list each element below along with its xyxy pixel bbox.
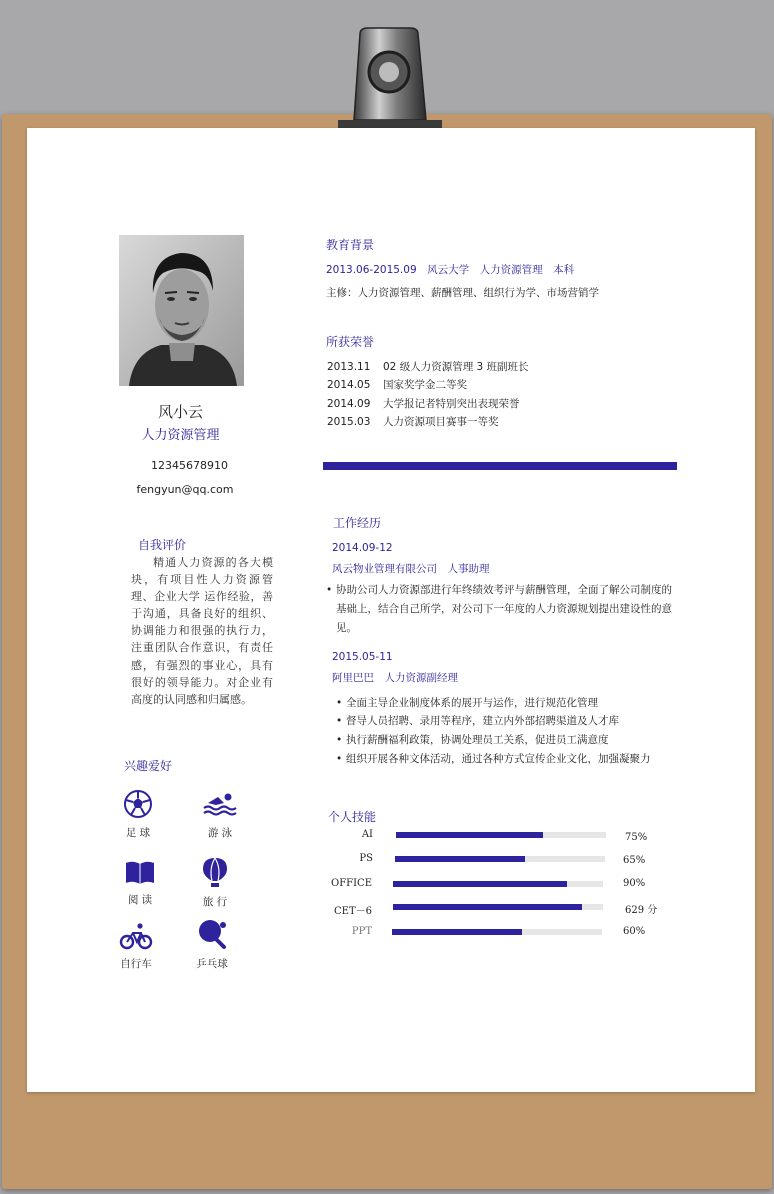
hobby-label: 乒乓球 xyxy=(196,958,228,970)
hobby-travel xyxy=(183,856,247,909)
job-date: 2015.05-11 xyxy=(332,651,393,663)
skills-title: 个人技能 xyxy=(328,810,377,824)
bicycle-icon xyxy=(119,922,153,950)
skill-value: 629 分 xyxy=(625,905,658,916)
skill-name: AI xyxy=(361,829,373,840)
skill-value: 75% xyxy=(625,832,648,843)
self-eval-text: 精通人力资源的各大模块，有项目性人力资源管理、企业大学 运作经验，善于沟通，具备良好的组织、协调能力和很强的执行力，注重团队合作意识，有责任感，有强烈的事业心，具有很好的领导能力。对企业有高度的认同感和归属感。 xyxy=(131,556,273,706)
honor-row xyxy=(327,396,520,411)
hot-air-balloon-icon xyxy=(201,856,229,888)
job-date: 2014.09-12 xyxy=(332,542,393,554)
profile-photo xyxy=(119,235,244,386)
profile-name: 风小云 xyxy=(157,403,203,421)
profile-phone: 12345678910 xyxy=(151,459,228,472)
football-icon xyxy=(123,789,153,819)
skill-track xyxy=(393,881,603,887)
hobby-reading xyxy=(108,858,172,907)
education-courses: 主修：人力资源管理、薪酬管理、组织行为学、市场营销学 xyxy=(326,287,599,299)
honor-text: 国家奖学金二等奖 xyxy=(383,379,467,391)
hobby-label: 旅 行 xyxy=(202,896,228,908)
honors-title: 所获荣誉 xyxy=(326,335,375,349)
book-icon xyxy=(124,858,156,886)
skill-track xyxy=(396,832,606,838)
hobby-football xyxy=(106,789,170,840)
hobby-cycling xyxy=(104,922,168,971)
section-divider xyxy=(323,462,677,470)
honor-date: 2013.11 xyxy=(327,361,371,373)
hobbies-title: 兴趣爱好 xyxy=(124,759,173,773)
skill-value: 60% xyxy=(623,926,646,937)
job-bullet: • 协助公司人力资源部进行年终绩效考评与薪酬管理，全面了解公司制度的基础上，结合自己所学，对公司下一年度的人力资源规划提出建设性的意见。 xyxy=(336,581,676,638)
skill-name: PPT xyxy=(351,926,372,937)
skill-value: 65% xyxy=(623,855,646,866)
education-title: 教育背景 xyxy=(326,238,375,252)
profile-role: 人力资源管理 xyxy=(141,428,220,443)
honor-date: 2014.09 xyxy=(327,398,371,410)
honor-row xyxy=(327,359,529,374)
hobby-ping-pong xyxy=(180,918,244,971)
job-company: 风云物业管理有限公司 人事助理 xyxy=(332,563,490,575)
hobby-label: 阅 读 xyxy=(127,894,153,906)
ping-pong-icon xyxy=(196,918,228,950)
job-bullet: • 全面主导企业制度体系的展开与运作，进行规范化管理 xyxy=(346,694,598,713)
work-title: 工作经历 xyxy=(333,516,382,530)
honor-text: 人力资源项目赛事一等奖 xyxy=(383,416,499,428)
hobby-label: 游 泳 xyxy=(207,827,233,839)
honor-date: 2014.05 xyxy=(327,379,371,391)
self-eval-title: 自我评价 xyxy=(138,538,187,552)
hobby-swimming xyxy=(188,789,252,840)
skill-bar-fill xyxy=(393,904,582,910)
skill-bar-fill xyxy=(392,929,522,935)
skill-track xyxy=(393,904,603,910)
job-company: 阿里巴巴 人力资源副经理 xyxy=(332,672,458,684)
profile-email: fengyun@qq.com xyxy=(136,483,234,496)
skill-bar-fill xyxy=(396,832,543,838)
skill-track xyxy=(392,929,602,935)
hobby-label: 足 球 xyxy=(125,827,151,839)
job-bullet: • 执行薪酬福利政策，协调处理员工关系，促进员工满意度 xyxy=(346,731,609,750)
honor-text: 大学报记者特别突出表现荣誉 xyxy=(383,398,520,410)
honor-text: 02 级人力资源管理 3 班副班长 xyxy=(383,361,529,373)
honor-row xyxy=(327,377,467,392)
skill-track xyxy=(395,856,605,862)
job-bullet: • 组织开展各种文体活动，通过各种方式宣传企业文化，加强凝聚力 xyxy=(346,750,651,769)
skill-name: PS xyxy=(359,853,373,864)
skill-value: 90% xyxy=(623,878,646,889)
hobby-label: 自行车 xyxy=(120,958,152,970)
skill-bar-fill xyxy=(395,856,525,862)
skill-bar-fill xyxy=(393,881,567,887)
job-bullet: • 督导人员招聘、录用等程序，建立内外部招聘渠道及人才库 xyxy=(346,712,619,731)
honor-row xyxy=(327,414,499,429)
skill-name: OFFICE xyxy=(331,878,372,889)
honor-date: 2015.03 xyxy=(327,416,371,428)
swimming-icon xyxy=(202,789,238,819)
education-line: 2013.06-2015.09 风云大学 人力资源管理 本科 xyxy=(326,264,575,276)
skill-name: CET－6 xyxy=(334,906,372,917)
